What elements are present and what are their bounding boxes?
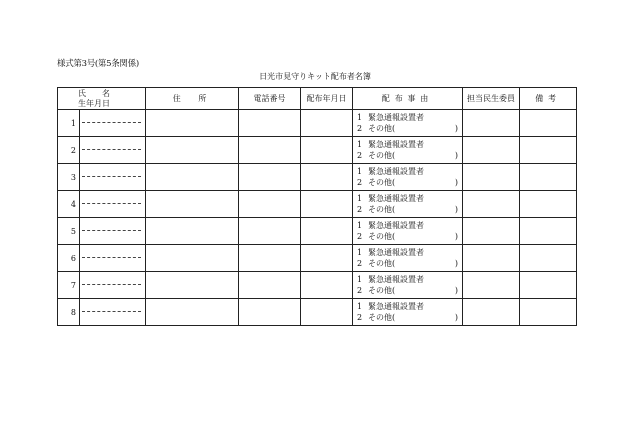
distribution-date-cell[interactable] (301, 110, 353, 137)
name-divider-dotted-line (82, 176, 141, 177)
notes-cell[interactable] (520, 218, 577, 245)
welfare-commissioner-cell[interactable] (463, 110, 520, 137)
header-address: 住 所 (146, 88, 239, 110)
reason-option-number: 1 (357, 113, 363, 122)
reason-option-text: 緊急通報設置者 (368, 302, 424, 311)
distribution-reason-cell[interactable] (353, 164, 463, 191)
table-row (58, 110, 577, 137)
distribution-reason-cell[interactable] (353, 218, 463, 245)
header-name-label: 氏 名 (78, 88, 110, 98)
address-cell[interactable] (146, 245, 239, 272)
name-divider-dotted-line (82, 149, 141, 150)
name-birthdate-cell[interactable] (80, 245, 146, 272)
welfare-commissioner-cell[interactable] (463, 191, 520, 218)
distribution-date-cell[interactable] (301, 164, 353, 191)
reason-option-number: 2 (357, 178, 363, 187)
distribution-date-cell[interactable] (301, 191, 353, 218)
reason-option-number: 2 (357, 151, 363, 160)
welfare-commissioner-cell[interactable] (463, 245, 520, 272)
reason-option-close-paren: ) (454, 232, 458, 241)
reason-option-text: 緊急通報設置者 (368, 194, 424, 203)
table-row (58, 218, 577, 245)
reason-option-other (357, 312, 462, 323)
address-cell[interactable] (146, 272, 239, 299)
name-birthdate-cell[interactable] (80, 299, 146, 326)
distribution-date-cell[interactable] (301, 245, 353, 272)
notes-cell[interactable] (520, 299, 577, 326)
phone-cell[interactable] (239, 218, 301, 245)
reason-option-text: その他( (368, 313, 396, 322)
phone-cell[interactable] (239, 137, 301, 164)
table-row (58, 191, 577, 218)
reason-option-number: 2 (357, 313, 363, 322)
reason-option-close-paren: ) (454, 259, 458, 268)
row-number: 2 (58, 137, 80, 164)
name-divider-dotted-line (82, 257, 141, 258)
reason-option-text: 緊急通報設置者 (368, 140, 424, 149)
reason-option-emergency (357, 193, 462, 204)
name-divider-dotted-line (82, 122, 141, 123)
reason-option-close-paren: ) (454, 205, 458, 214)
table-row (58, 137, 577, 164)
welfare-commissioner-cell[interactable] (463, 137, 520, 164)
distribution-reason-cell[interactable] (353, 110, 463, 137)
row-number: 4 (58, 191, 80, 218)
name-birthdate-cell[interactable] (80, 191, 146, 218)
phone-cell[interactable] (239, 191, 301, 218)
distribution-date-cell[interactable] (301, 299, 353, 326)
distribution-date-cell[interactable] (301, 137, 353, 164)
header-row (58, 88, 577, 110)
notes-cell[interactable] (520, 110, 577, 137)
table-row (58, 272, 577, 299)
reason-option-number: 1 (357, 275, 363, 284)
name-divider-dotted-line (82, 203, 141, 204)
reason-option-close-paren: ) (454, 313, 458, 322)
distribution-date-cell[interactable] (301, 272, 353, 299)
reason-option-text: 緊急通報設置者 (368, 275, 424, 284)
welfare-commissioner-cell[interactable] (463, 272, 520, 299)
reason-option-number: 1 (357, 140, 363, 149)
reason-option-number: 2 (357, 259, 363, 268)
header-distribution-reason: 配布事由 (353, 88, 463, 110)
name-divider-dotted-line (82, 311, 141, 312)
distribution-reason-cell[interactable] (353, 245, 463, 272)
notes-cell[interactable] (520, 137, 577, 164)
reason-option-text: 緊急通報設置者 (368, 167, 424, 176)
reason-option-text: 緊急通報設置者 (368, 113, 424, 122)
reason-option-text: その他( (368, 286, 396, 295)
reason-option-other (357, 177, 462, 188)
name-divider-dotted-line (82, 284, 141, 285)
header-distribution-date: 配布年月日 (301, 88, 353, 110)
header-notes: 備考 (520, 88, 577, 110)
notes-cell[interactable] (520, 245, 577, 272)
notes-cell[interactable] (520, 272, 577, 299)
row-number: 8 (58, 299, 80, 326)
reason-option-close-paren: ) (454, 286, 458, 295)
reason-option-other (357, 285, 462, 296)
reason-option-text: 緊急通報設置者 (368, 221, 424, 230)
table-row (58, 245, 577, 272)
reason-option-number: 2 (357, 124, 363, 133)
reason-option-close-paren: ) (454, 151, 458, 160)
table-row (58, 299, 577, 326)
notes-cell[interactable] (520, 191, 577, 218)
welfare-commissioner-cell[interactable] (463, 218, 520, 245)
row-number: 3 (58, 164, 80, 191)
reason-option-number: 1 (357, 194, 363, 203)
distribution-registry-table (57, 87, 577, 326)
header-welfare-commissioner: 担当民生委員 (463, 88, 520, 110)
reason-option-close-paren: ) (454, 178, 458, 187)
name-birthdate-cell[interactable] (80, 272, 146, 299)
header-name-birthdate (58, 88, 146, 110)
row-number: 1 (58, 110, 80, 137)
reason-option-text: その他( (368, 151, 396, 160)
reason-option-number: 2 (357, 232, 363, 241)
phone-cell[interactable] (239, 164, 301, 191)
document-title: 日光市見守りキット配布者名簿 (259, 72, 371, 81)
phone-cell[interactable] (239, 245, 301, 272)
reason-option-emergency (357, 274, 462, 285)
reason-option-other (357, 258, 462, 269)
reason-option-close-paren: ) (454, 124, 458, 133)
distribution-reason-cell[interactable] (353, 272, 463, 299)
notes-cell[interactable] (520, 164, 577, 191)
reason-option-other (357, 204, 462, 215)
reason-option-other (357, 231, 462, 242)
distribution-date-cell[interactable] (301, 218, 353, 245)
phone-cell[interactable] (239, 110, 301, 137)
row-number: 6 (58, 245, 80, 272)
reason-option-number: 1 (357, 167, 363, 176)
reason-option-number: 2 (357, 286, 363, 295)
address-cell[interactable] (146, 191, 239, 218)
address-cell[interactable] (146, 218, 239, 245)
reason-option-text: 緊急通報設置者 (368, 248, 424, 257)
reason-option-text: その他( (368, 232, 396, 241)
name-birthdate-cell[interactable] (80, 110, 146, 137)
name-divider-dotted-line (82, 230, 141, 231)
welfare-commissioner-cell[interactable] (463, 164, 520, 191)
reason-option-other (357, 150, 462, 161)
reason-option-text: その他( (368, 205, 396, 214)
distribution-reason-cell[interactable] (353, 137, 463, 164)
name-birthdate-cell[interactable] (80, 137, 146, 164)
reason-option-emergency (357, 166, 462, 177)
table-row (58, 164, 577, 191)
reason-option-emergency (357, 301, 462, 312)
address-cell[interactable] (146, 110, 239, 137)
reason-option-number: 1 (357, 302, 363, 311)
header-phone: 電話番号 (239, 88, 301, 110)
distribution-reason-cell[interactable] (353, 191, 463, 218)
row-number: 5 (58, 218, 80, 245)
header-birthdate-label: 生年月日 (78, 98, 110, 108)
name-birthdate-cell[interactable] (80, 218, 146, 245)
reason-option-emergency (357, 220, 462, 231)
reason-option-number: 1 (357, 221, 363, 230)
reason-option-emergency (357, 112, 462, 123)
address-cell[interactable] (146, 164, 239, 191)
registry-body (58, 110, 577, 326)
distribution-reason-cell[interactable] (353, 299, 463, 326)
phone-cell[interactable] (239, 299, 301, 326)
reason-option-emergency (357, 139, 462, 150)
phone-cell[interactable] (239, 272, 301, 299)
address-cell[interactable] (146, 299, 239, 326)
reason-option-text: その他( (368, 124, 396, 133)
row-number: 7 (58, 272, 80, 299)
reason-option-text: その他( (368, 259, 396, 268)
reason-option-text: その他( (368, 178, 396, 187)
reason-option-number: 1 (357, 248, 363, 257)
reason-option-other (357, 123, 462, 134)
reason-option-emergency (357, 247, 462, 258)
reason-option-number: 2 (357, 205, 363, 214)
form-number-label: 様式第3号(第5条関係) (57, 59, 139, 69)
address-cell[interactable] (146, 137, 239, 164)
name-birthdate-cell[interactable] (80, 164, 146, 191)
welfare-commissioner-cell[interactable] (463, 299, 520, 326)
